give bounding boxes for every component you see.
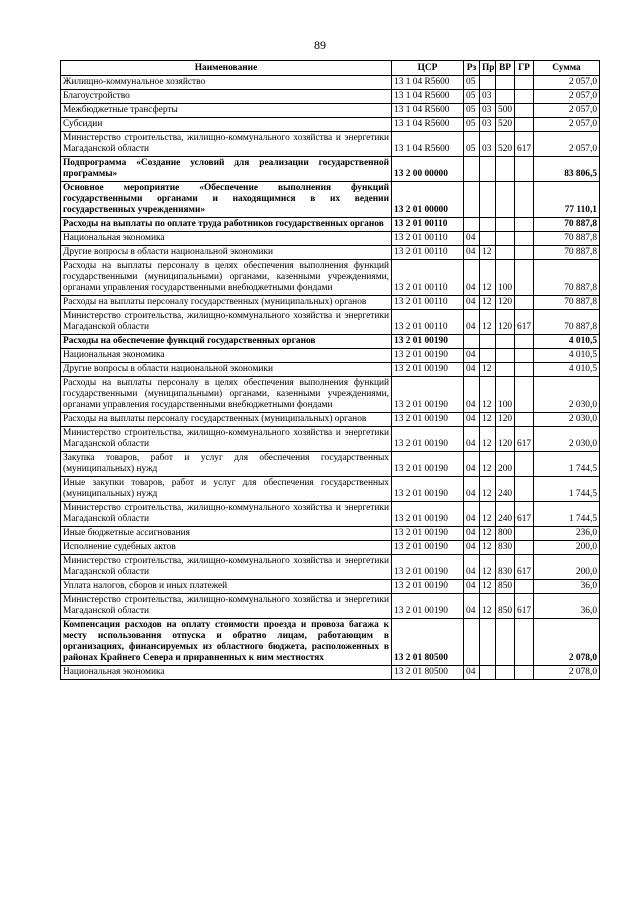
cell-gr xyxy=(515,377,534,413)
table-header-row xyxy=(61,61,600,76)
cell-name: Закупка товаров, работ и услуг для обеспечения государственных (муниципальных) нужд xyxy=(61,452,392,477)
table-row xyxy=(61,335,600,349)
cell-amount: 1 744,5 xyxy=(534,502,600,527)
table-row xyxy=(61,104,600,118)
cell-amount: 70 887,8 xyxy=(534,218,600,232)
cell-code: 13 1 04 R5600 xyxy=(392,90,464,104)
cell-amount: 2 078,0 xyxy=(534,619,600,666)
cell-code: 13 2 01 00190 xyxy=(392,452,464,477)
cell-vr xyxy=(496,90,515,104)
cell-gr xyxy=(515,527,534,541)
cell-name: Министерство строительства, жилищно-коммунального хозяйства и энергетики Магаданской области xyxy=(61,594,392,619)
table-row xyxy=(61,363,600,377)
cell-rz xyxy=(464,218,480,232)
table-row xyxy=(61,452,600,477)
cell-amount: 2 078,0 xyxy=(534,666,600,680)
cell-code: 13 2 01 00190 xyxy=(392,594,464,619)
cell-gr xyxy=(515,246,534,260)
cell-amount: 1 744,5 xyxy=(534,452,600,477)
cell-name: Министерство строительства, жилищно-коммунального хозяйства и энергетики Магаданской области xyxy=(61,502,392,527)
cell-amount: 236,0 xyxy=(534,527,600,541)
cell-vr xyxy=(496,335,515,349)
cell-rz: 04 xyxy=(464,296,480,310)
cell-code: 13 2 01 00190 xyxy=(392,477,464,502)
cell-gr: 617 xyxy=(515,132,534,157)
cell-gr xyxy=(515,452,534,477)
cell-amount: 2 030,0 xyxy=(534,377,600,413)
cell-vr xyxy=(496,619,515,666)
cell-pr xyxy=(480,218,496,232)
cell-name: Жилищно-коммунальное хозяйство xyxy=(61,76,392,90)
table-row xyxy=(61,666,600,680)
table-row xyxy=(61,232,600,246)
cell-amount: 2 030,0 xyxy=(534,427,600,452)
cell-code: 13 1 04 R5600 xyxy=(392,104,464,118)
cell-rz: 05 xyxy=(464,76,480,90)
cell-rz: 04 xyxy=(464,363,480,377)
cell-rz: 05 xyxy=(464,118,480,132)
cell-name: Расходы на выплаты персоналу государственных (муниципальных) органов xyxy=(61,296,392,310)
cell-pr: 12 xyxy=(480,363,496,377)
cell-pr xyxy=(480,335,496,349)
table-row xyxy=(61,296,600,310)
cell-vr: 120 xyxy=(496,413,515,427)
cell-code: 13 2 01 00110 xyxy=(392,260,464,296)
cell-code: 13 2 01 00190 xyxy=(392,527,464,541)
cell-pr: 03 xyxy=(480,132,496,157)
cell-gr: 617 xyxy=(515,427,534,452)
header-vr: ВР xyxy=(496,61,515,76)
table-row xyxy=(61,541,600,555)
cell-name: Компенсация расходов на оплату стоимости проезда и провоза багажа к месту использования отпуска и обратно лицам, работающим в организациях, финансируемых из областного бюджета, расположенных в районах Крайнего Севера и приравненных к ним местностях xyxy=(61,619,392,666)
cell-gr xyxy=(515,76,534,90)
cell-pr xyxy=(480,157,496,182)
table-row xyxy=(61,502,600,527)
cell-rz: 04 xyxy=(464,477,480,502)
cell-amount: 2 057,0 xyxy=(534,76,600,90)
cell-pr xyxy=(480,232,496,246)
cell-name: Расходы на обеспечение функций государственных органов xyxy=(61,335,392,349)
cell-name: Уплата налогов, сборов и иных платежей xyxy=(61,580,392,594)
cell-amount: 2 057,0 xyxy=(534,132,600,157)
cell-gr xyxy=(515,118,534,132)
cell-code: 13 1 04 R5600 xyxy=(392,132,464,157)
cell-pr: 03 xyxy=(480,118,496,132)
cell-amount: 70 887,8 xyxy=(534,232,600,246)
cell-rz: 04 xyxy=(464,260,480,296)
cell-amount: 2 057,0 xyxy=(534,90,600,104)
table-row xyxy=(61,157,600,182)
cell-vr: 240 xyxy=(496,502,515,527)
cell-rz: 04 xyxy=(464,594,480,619)
header-rz: Рз xyxy=(464,61,480,76)
cell-rz: 05 xyxy=(464,132,480,157)
cell-rz: 04 xyxy=(464,427,480,452)
table-row xyxy=(61,477,600,502)
table-row xyxy=(61,76,600,90)
cell-rz xyxy=(464,157,480,182)
table-row xyxy=(61,349,600,363)
cell-pr xyxy=(480,619,496,666)
cell-vr xyxy=(496,218,515,232)
cell-pr: 12 xyxy=(480,413,496,427)
cell-name: Подпрограмма «Создание условий для реализации государственной программы» xyxy=(61,157,392,182)
page-number: 89 xyxy=(314,38,326,52)
cell-gr xyxy=(515,619,534,666)
cell-rz: 05 xyxy=(464,90,480,104)
cell-vr xyxy=(496,157,515,182)
cell-rz: 04 xyxy=(464,666,480,680)
header-code: ЦСР xyxy=(392,61,464,76)
cell-name: Исполнение судебных актов xyxy=(61,541,392,555)
cell-gr xyxy=(515,104,534,118)
cell-gr: 617 xyxy=(515,555,534,580)
cell-name: Основное мероприятие «Обеспечение выполнения функций государственными органами и находящимися в их ведении государственных учреждениями» xyxy=(61,182,392,218)
cell-pr: 12 xyxy=(480,246,496,260)
cell-name: Национальная экономика xyxy=(61,349,392,363)
cell-name: Другие вопросы в области национальной экономики xyxy=(61,363,392,377)
cell-gr xyxy=(515,541,534,555)
cell-pr: 03 xyxy=(480,90,496,104)
cell-rz: 04 xyxy=(464,349,480,363)
cell-name: Национальная экономика xyxy=(61,232,392,246)
cell-pr: 12 xyxy=(480,477,496,502)
table-row xyxy=(61,527,600,541)
cell-name: Иные бюджетные ассигнования xyxy=(61,527,392,541)
header-gr: ГР xyxy=(515,61,534,76)
cell-code: 13 2 01 00000 xyxy=(392,182,464,218)
cell-name: Национальная экономика xyxy=(61,666,392,680)
cell-pr: 12 xyxy=(480,527,496,541)
cell-gr xyxy=(515,218,534,232)
cell-name: Расходы на выплаты по оплате труда работников государственных органов xyxy=(61,218,392,232)
cell-gr xyxy=(515,157,534,182)
cell-rz xyxy=(464,182,480,218)
cell-amount: 36,0 xyxy=(534,580,600,594)
cell-code: 13 2 01 00190 xyxy=(392,555,464,580)
table-row xyxy=(61,594,600,619)
cell-gr xyxy=(515,335,534,349)
cell-vr: 120 xyxy=(496,427,515,452)
cell-code: 13 2 01 00190 xyxy=(392,502,464,527)
cell-rz xyxy=(464,619,480,666)
cell-code: 13 2 01 00110 xyxy=(392,246,464,260)
cell-code: 13 2 01 00190 xyxy=(392,349,464,363)
cell-pr: 12 xyxy=(480,260,496,296)
cell-pr: 12 xyxy=(480,310,496,335)
cell-gr xyxy=(515,260,534,296)
cell-vr: 520 xyxy=(496,132,515,157)
cell-gr: 617 xyxy=(515,310,534,335)
cell-code: 13 2 01 00190 xyxy=(392,427,464,452)
table-body xyxy=(61,76,600,680)
cell-vr: 120 xyxy=(496,310,515,335)
table-row xyxy=(61,118,600,132)
cell-pr: 03 xyxy=(480,104,496,118)
cell-gr xyxy=(515,477,534,502)
cell-code: 13 2 00 00000 xyxy=(392,157,464,182)
cell-amount: 70 887,8 xyxy=(534,296,600,310)
header-name: Наименование xyxy=(61,61,392,76)
cell-gr xyxy=(515,363,534,377)
cell-code: 13 2 01 00110 xyxy=(392,296,464,310)
cell-vr: 850 xyxy=(496,594,515,619)
cell-name: Министерство строительства, жилищно-коммунального хозяйства и энергетики Магаданской области xyxy=(61,555,392,580)
header-pr: Пр xyxy=(480,61,496,76)
cell-name: Благоустройство xyxy=(61,90,392,104)
cell-pr: 12 xyxy=(480,594,496,619)
cell-rz: 05 xyxy=(464,104,480,118)
table-row xyxy=(61,182,600,218)
cell-name: Министерство строительства, жилищно-коммунального хозяйства и энергетики Магаданской области xyxy=(61,132,392,157)
cell-amount: 2 030,0 xyxy=(534,413,600,427)
cell-vr: 800 xyxy=(496,527,515,541)
cell-vr: 100 xyxy=(496,377,515,413)
cell-vr: 850 xyxy=(496,580,515,594)
cell-code: 13 1 04 R5600 xyxy=(392,76,464,90)
cell-vr xyxy=(496,182,515,218)
cell-vr xyxy=(496,232,515,246)
cell-gr xyxy=(515,296,534,310)
cell-vr: 200 xyxy=(496,452,515,477)
cell-name: Расходы на выплаты персоналу государственных (муниципальных) органов xyxy=(61,413,392,427)
cell-vr: 120 xyxy=(496,296,515,310)
cell-code: 13 2 01 00190 xyxy=(392,377,464,413)
cell-gr xyxy=(515,413,534,427)
cell-gr xyxy=(515,666,534,680)
cell-vr: 520 xyxy=(496,118,515,132)
cell-pr: 12 xyxy=(480,541,496,555)
cell-rz: 04 xyxy=(464,555,480,580)
table-row xyxy=(61,580,600,594)
cell-name: Другие вопросы в области национальной экономики xyxy=(61,246,392,260)
cell-vr: 100 xyxy=(496,260,515,296)
cell-amount: 200,0 xyxy=(534,541,600,555)
cell-amount: 77 110,1 xyxy=(534,182,600,218)
table-row xyxy=(61,310,600,335)
cell-pr: 12 xyxy=(480,377,496,413)
cell-amount: 70 887,8 xyxy=(534,246,600,260)
cell-amount: 4 010,5 xyxy=(534,335,600,349)
cell-vr: 500 xyxy=(496,104,515,118)
cell-rz: 04 xyxy=(464,527,480,541)
cell-pr xyxy=(480,349,496,363)
cell-rz: 04 xyxy=(464,413,480,427)
cell-code: 13 2 01 00190 xyxy=(392,363,464,377)
cell-pr xyxy=(480,182,496,218)
table-row xyxy=(61,218,600,232)
cell-rz: 04 xyxy=(464,246,480,260)
cell-vr: 240 xyxy=(496,477,515,502)
cell-code: 13 1 04 R5600 xyxy=(392,118,464,132)
cell-code: 13 2 01 00190 xyxy=(392,580,464,594)
cell-code: 13 2 01 00110 xyxy=(392,310,464,335)
cell-amount: 4 010,5 xyxy=(534,363,600,377)
cell-vr xyxy=(496,349,515,363)
cell-gr xyxy=(515,580,534,594)
cell-amount: 70 887,8 xyxy=(534,260,600,296)
cell-gr: 617 xyxy=(515,502,534,527)
cell-code: 13 2 01 00190 xyxy=(392,335,464,349)
cell-pr xyxy=(480,76,496,90)
cell-amount: 200,0 xyxy=(534,555,600,580)
cell-name: Министерство строительства, жилищно-коммунального хозяйства и энергетики Магаданской области xyxy=(61,427,392,452)
cell-name: Иные закупки товаров, работ и услуг для обеспечения государственных (муниципальных) нужд xyxy=(61,477,392,502)
cell-pr: 12 xyxy=(480,427,496,452)
cell-pr: 12 xyxy=(480,452,496,477)
cell-gr: 617 xyxy=(515,594,534,619)
cell-code: 13 2 01 00110 xyxy=(392,232,464,246)
cell-code: 13 2 01 80500 xyxy=(392,619,464,666)
cell-rz: 04 xyxy=(464,377,480,413)
cell-amount: 4 010,5 xyxy=(534,349,600,363)
cell-name: Министерство строительства, жилищно-коммунального хозяйства и энергетики Магаданской области xyxy=(61,310,392,335)
cell-rz: 04 xyxy=(464,232,480,246)
cell-vr: 830 xyxy=(496,541,515,555)
table-row xyxy=(61,90,600,104)
table-row xyxy=(61,377,600,413)
cell-pr: 12 xyxy=(480,580,496,594)
cell-rz xyxy=(464,335,480,349)
cell-rz: 04 xyxy=(464,580,480,594)
cell-pr: 12 xyxy=(480,555,496,580)
cell-code: 13 2 01 00190 xyxy=(392,413,464,427)
table-row xyxy=(61,260,600,296)
cell-amount: 1 744,5 xyxy=(534,477,600,502)
cell-vr xyxy=(496,246,515,260)
cell-code: 13 2 01 80500 xyxy=(392,666,464,680)
table-row xyxy=(61,413,600,427)
cell-amount: 2 057,0 xyxy=(534,104,600,118)
cell-code: 13 2 01 00190 xyxy=(392,541,464,555)
cell-rz: 04 xyxy=(464,541,480,555)
cell-gr xyxy=(515,90,534,104)
cell-name: Расходы на выплаты персоналу в целях обеспечения выполнения функций государственными (муниципальными) органами, казенными учреждениями, органами управления государственными внебюджетными фондами xyxy=(61,377,392,413)
cell-pr: 12 xyxy=(480,296,496,310)
cell-pr: 12 xyxy=(480,502,496,527)
cell-amount: 36,0 xyxy=(534,594,600,619)
cell-gr xyxy=(515,349,534,363)
table-row xyxy=(61,619,600,666)
cell-vr xyxy=(496,76,515,90)
cell-name: Субсидии xyxy=(61,118,392,132)
cell-vr xyxy=(496,363,515,377)
cell-pr xyxy=(480,666,496,680)
cell-vr: 830 xyxy=(496,555,515,580)
cell-rz: 04 xyxy=(464,452,480,477)
cell-gr xyxy=(515,182,534,218)
cell-vr xyxy=(496,666,515,680)
cell-rz: 04 xyxy=(464,310,480,335)
cell-name: Расходы на выплаты персоналу в целях обеспечения выполнения функций государственными (муниципальными) органами, казенными учреждениями, органами управления государственными внебюджетными фондами xyxy=(61,260,392,296)
header-amount: Сумма xyxy=(534,61,600,76)
cell-amount: 2 057,0 xyxy=(534,118,600,132)
table-row xyxy=(61,427,600,452)
budget-table xyxy=(60,60,600,680)
table-row xyxy=(61,132,600,157)
cell-gr xyxy=(515,232,534,246)
table-row xyxy=(61,246,600,260)
cell-code: 13 2 01 00110 xyxy=(392,218,464,232)
cell-amount: 83 806,5 xyxy=(534,157,600,182)
cell-rz: 04 xyxy=(464,502,480,527)
cell-name: Межбюджетные трансферты xyxy=(61,104,392,118)
table-row xyxy=(61,555,600,580)
cell-amount: 70 887,8 xyxy=(534,310,600,335)
